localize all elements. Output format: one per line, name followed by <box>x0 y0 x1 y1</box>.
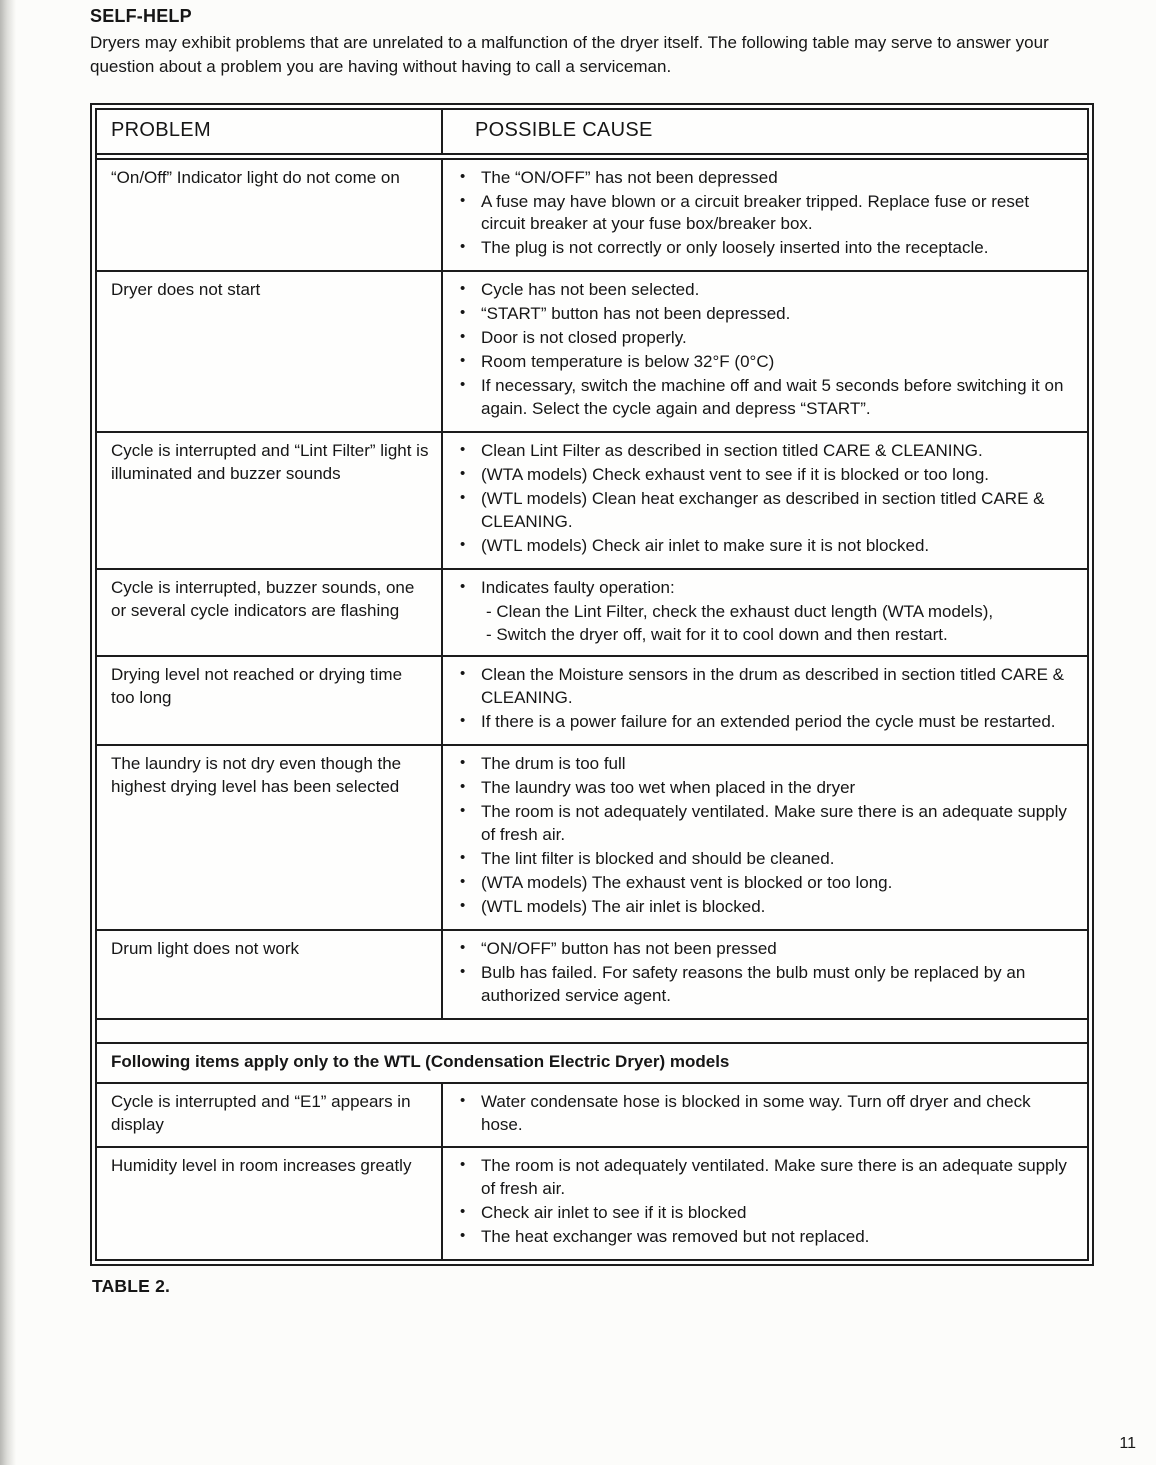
table-row <box>97 1083 1087 1148</box>
document-page <box>90 6 1094 1297</box>
bullet-icon: • <box>460 464 466 482</box>
bullet-icon: • <box>460 665 466 683</box>
cause-item <box>455 801 1073 847</box>
cause-cell <box>442 930 1087 1019</box>
cause-cell <box>442 656 1087 745</box>
cause-text: Clean the Moisture sensors in the drum as described in section titled CARE & CLEANING. <box>481 665 1064 708</box>
bullet-icon: • <box>460 352 466 370</box>
bullet-icon: • <box>460 872 466 890</box>
cause-item <box>455 191 1073 237</box>
cause-text: The lint filter is blocked and should be cleaned. <box>481 849 835 869</box>
cause-item <box>455 777 1073 800</box>
cause-item <box>455 577 1073 600</box>
cause-text: The laundry was too wet when placed in the dryer <box>481 778 856 798</box>
cause-cell <box>442 745 1087 930</box>
cause-column-header: POSSIBLE CAUSE <box>442 110 1087 157</box>
bullet-icon: • <box>460 167 466 185</box>
self-help-table-frame <box>90 103 1094 1267</box>
cause-text: The plug is not correctly or only loosely inserted into the receptacle. <box>481 238 989 258</box>
table-body <box>97 156 1087 1259</box>
spacer-row <box>97 1019 1087 1043</box>
cause-text: (WTL models) Clean heat exchanger as described in section titled CARE & CLEANING. <box>481 488 1045 531</box>
table-row <box>97 656 1087 745</box>
problem-cell: Dryer does not start <box>97 271 442 432</box>
cause-cell <box>442 1147 1087 1259</box>
cause-cell <box>442 569 1087 657</box>
cause-item <box>455 848 1073 871</box>
cause-cell <box>442 156 1087 271</box>
cause-text: Room temperature is below 32°F (0°C) <box>481 352 775 372</box>
cause-item <box>455 1202 1073 1225</box>
cause-item <box>455 279 1073 302</box>
cause-text: Clean Lint Filter as described in section titled CARE & CLEANING. <box>481 440 983 460</box>
bullet-icon: • <box>460 328 466 346</box>
bullet-icon: • <box>460 1227 466 1245</box>
cause-cell <box>442 271 1087 432</box>
bullet-icon: • <box>460 488 466 506</box>
bullet-icon: • <box>460 1203 466 1221</box>
cause-cell <box>442 432 1087 569</box>
page-number: 11 <box>1119 1435 1136 1452</box>
cause-item <box>455 440 1073 463</box>
table-row <box>97 156 1087 271</box>
cause-text: Cycle has not been selected. <box>481 280 700 300</box>
cause-item <box>455 962 1073 1008</box>
cause-text: The room is not adequately ventilated. Make sure there is an adequate supply of fresh air. <box>481 1156 1067 1199</box>
cause-text: The “ON/OFF” has not been depressed <box>481 167 778 187</box>
cause-text: The heat exchanger was removed but not replaced. <box>481 1227 870 1247</box>
cause-item <box>455 872 1073 895</box>
wtl-section-header: Following items apply only to the WTL (Condensation Electric Dryer) models <box>97 1043 1087 1083</box>
problem-cell: Cycle is interrupted and “Lint Filter” light is illuminated and buzzer sounds <box>97 432 442 569</box>
bullet-icon: • <box>460 577 466 595</box>
table-row <box>97 432 1087 569</box>
cause-item <box>455 535 1073 558</box>
bullet-icon: • <box>460 938 466 956</box>
bullet-icon: • <box>460 1156 466 1174</box>
cause-item <box>455 1155 1073 1201</box>
problem-column-header: PROBLEM <box>97 110 442 157</box>
cause-text: Water condensate hose is blocked in some way. Turn off dryer and check hose. <box>481 1091 1031 1134</box>
cause-item <box>455 753 1073 776</box>
table-caption: TABLE 2. <box>92 1276 171 1297</box>
bullet-icon: • <box>460 802 466 820</box>
cause-text: (WTA models) The exhaust vent is blocked or too long. <box>481 872 893 892</box>
cause-item <box>455 488 1073 534</box>
cause-text: Check air inlet to see if it is blocked <box>481 1203 747 1223</box>
bullet-icon: • <box>460 535 466 553</box>
bullet-icon: • <box>460 440 466 458</box>
page-title: SELF-HELP <box>90 6 192 26</box>
problem-cell: Drying level not reached or drying time too long <box>97 656 442 745</box>
table-row <box>97 1147 1087 1259</box>
bullet-icon: • <box>460 1091 466 1109</box>
bullet-icon: • <box>460 238 466 256</box>
problem-cell: Humidity level in room increases greatly <box>97 1147 442 1259</box>
cause-subitem: - Switch the dryer off, wait for it to cool down and then restart. <box>486 624 948 644</box>
table-row <box>97 745 1087 930</box>
table-row <box>97 569 1087 657</box>
bullet-icon: • <box>460 962 466 980</box>
table-row <box>97 930 1087 1019</box>
cause-item <box>455 167 1073 190</box>
cause-text: A fuse may have blown or a circuit breaker tripped. Replace fuse or reset circuit breaker at your fuse box/breaker box. <box>481 191 1030 234</box>
intro-paragraph: Dryers may exhibit problems that are unrelated to a malfunction of the dryer itself. The following table may serve to answer your question about a problem you are having without having to call a serviceman. <box>90 33 1049 76</box>
cause-text: Indicates faulty operation: <box>481 577 675 597</box>
cause-text: “START” button has not been depressed. <box>481 304 791 324</box>
spacer-cell <box>97 1019 1087 1043</box>
cause-text: (WTL models) The air inlet is blocked. <box>481 896 766 916</box>
bullet-icon: • <box>460 896 466 914</box>
cause-item <box>455 303 1073 326</box>
problem-cell: Cycle is interrupted, buzzer sounds, one or several cycle indicators are flashing <box>97 569 442 657</box>
table-row <box>97 271 1087 432</box>
cause-item <box>455 711 1073 734</box>
cause-text: The room is not adequately ventilated. Make sure there is an adequate supply of fresh air. <box>481 802 1067 845</box>
cause-item <box>455 896 1073 919</box>
problem-cell: Drum light does not work <box>97 930 442 1019</box>
problem-cell: “On/Off” Indicator light do not come on <box>97 156 442 271</box>
cause-text: (WTA models) Check exhaust vent to see if it is blocked or too long. <box>481 464 990 484</box>
cause-item <box>455 351 1073 374</box>
bullet-icon: • <box>460 712 466 730</box>
cause-text: Bulb has failed. For safety reasons the bulb must only be replaced by an authorized service agent. <box>481 962 1026 1005</box>
bullet-icon: • <box>460 849 466 867</box>
cause-cell <box>442 1083 1087 1148</box>
cause-item <box>455 464 1073 487</box>
problem-cell: The laundry is not dry even though the highest drying level has been selected <box>97 745 442 930</box>
cause-text: If necessary, switch the machine off and wait 5 seconds before switching it on again. Select the cycle again and depress “START”. <box>481 376 1064 419</box>
cause-item <box>455 1226 1073 1249</box>
cause-item <box>455 327 1073 350</box>
cause-text: Door is not closed properly. <box>481 328 687 348</box>
wtl-section-row <box>97 1043 1087 1083</box>
cause-subitem: - Clean the Lint Filter, check the exhaust duct length (WTA models), <box>486 601 994 621</box>
bullet-icon: • <box>460 280 466 298</box>
cause-text: (WTL models) Check air inlet to make sure it is not blocked. <box>481 535 930 555</box>
cause-item <box>455 237 1073 260</box>
cause-text: If there is a power failure for an extended period the cycle must be restarted. <box>481 712 1056 732</box>
bullet-icon: • <box>460 754 466 772</box>
cause-item <box>455 375 1073 421</box>
scan-edge-shadow <box>0 0 16 1465</box>
cause-item <box>455 664 1073 710</box>
cause-item <box>455 938 1073 961</box>
problem-cell: Cycle is interrupted and “E1” appears in display <box>97 1083 442 1148</box>
header-row <box>97 110 1087 157</box>
cause-text: “ON/OFF” button has not been pressed <box>481 938 777 958</box>
bullet-icon: • <box>460 778 466 796</box>
self-help-table <box>97 110 1087 1260</box>
bullet-icon: • <box>460 376 466 394</box>
bullet-icon: • <box>460 191 466 209</box>
bullet-icon: • <box>460 304 466 322</box>
cause-text: The drum is too full <box>481 754 626 774</box>
cause-item <box>455 1091 1073 1137</box>
